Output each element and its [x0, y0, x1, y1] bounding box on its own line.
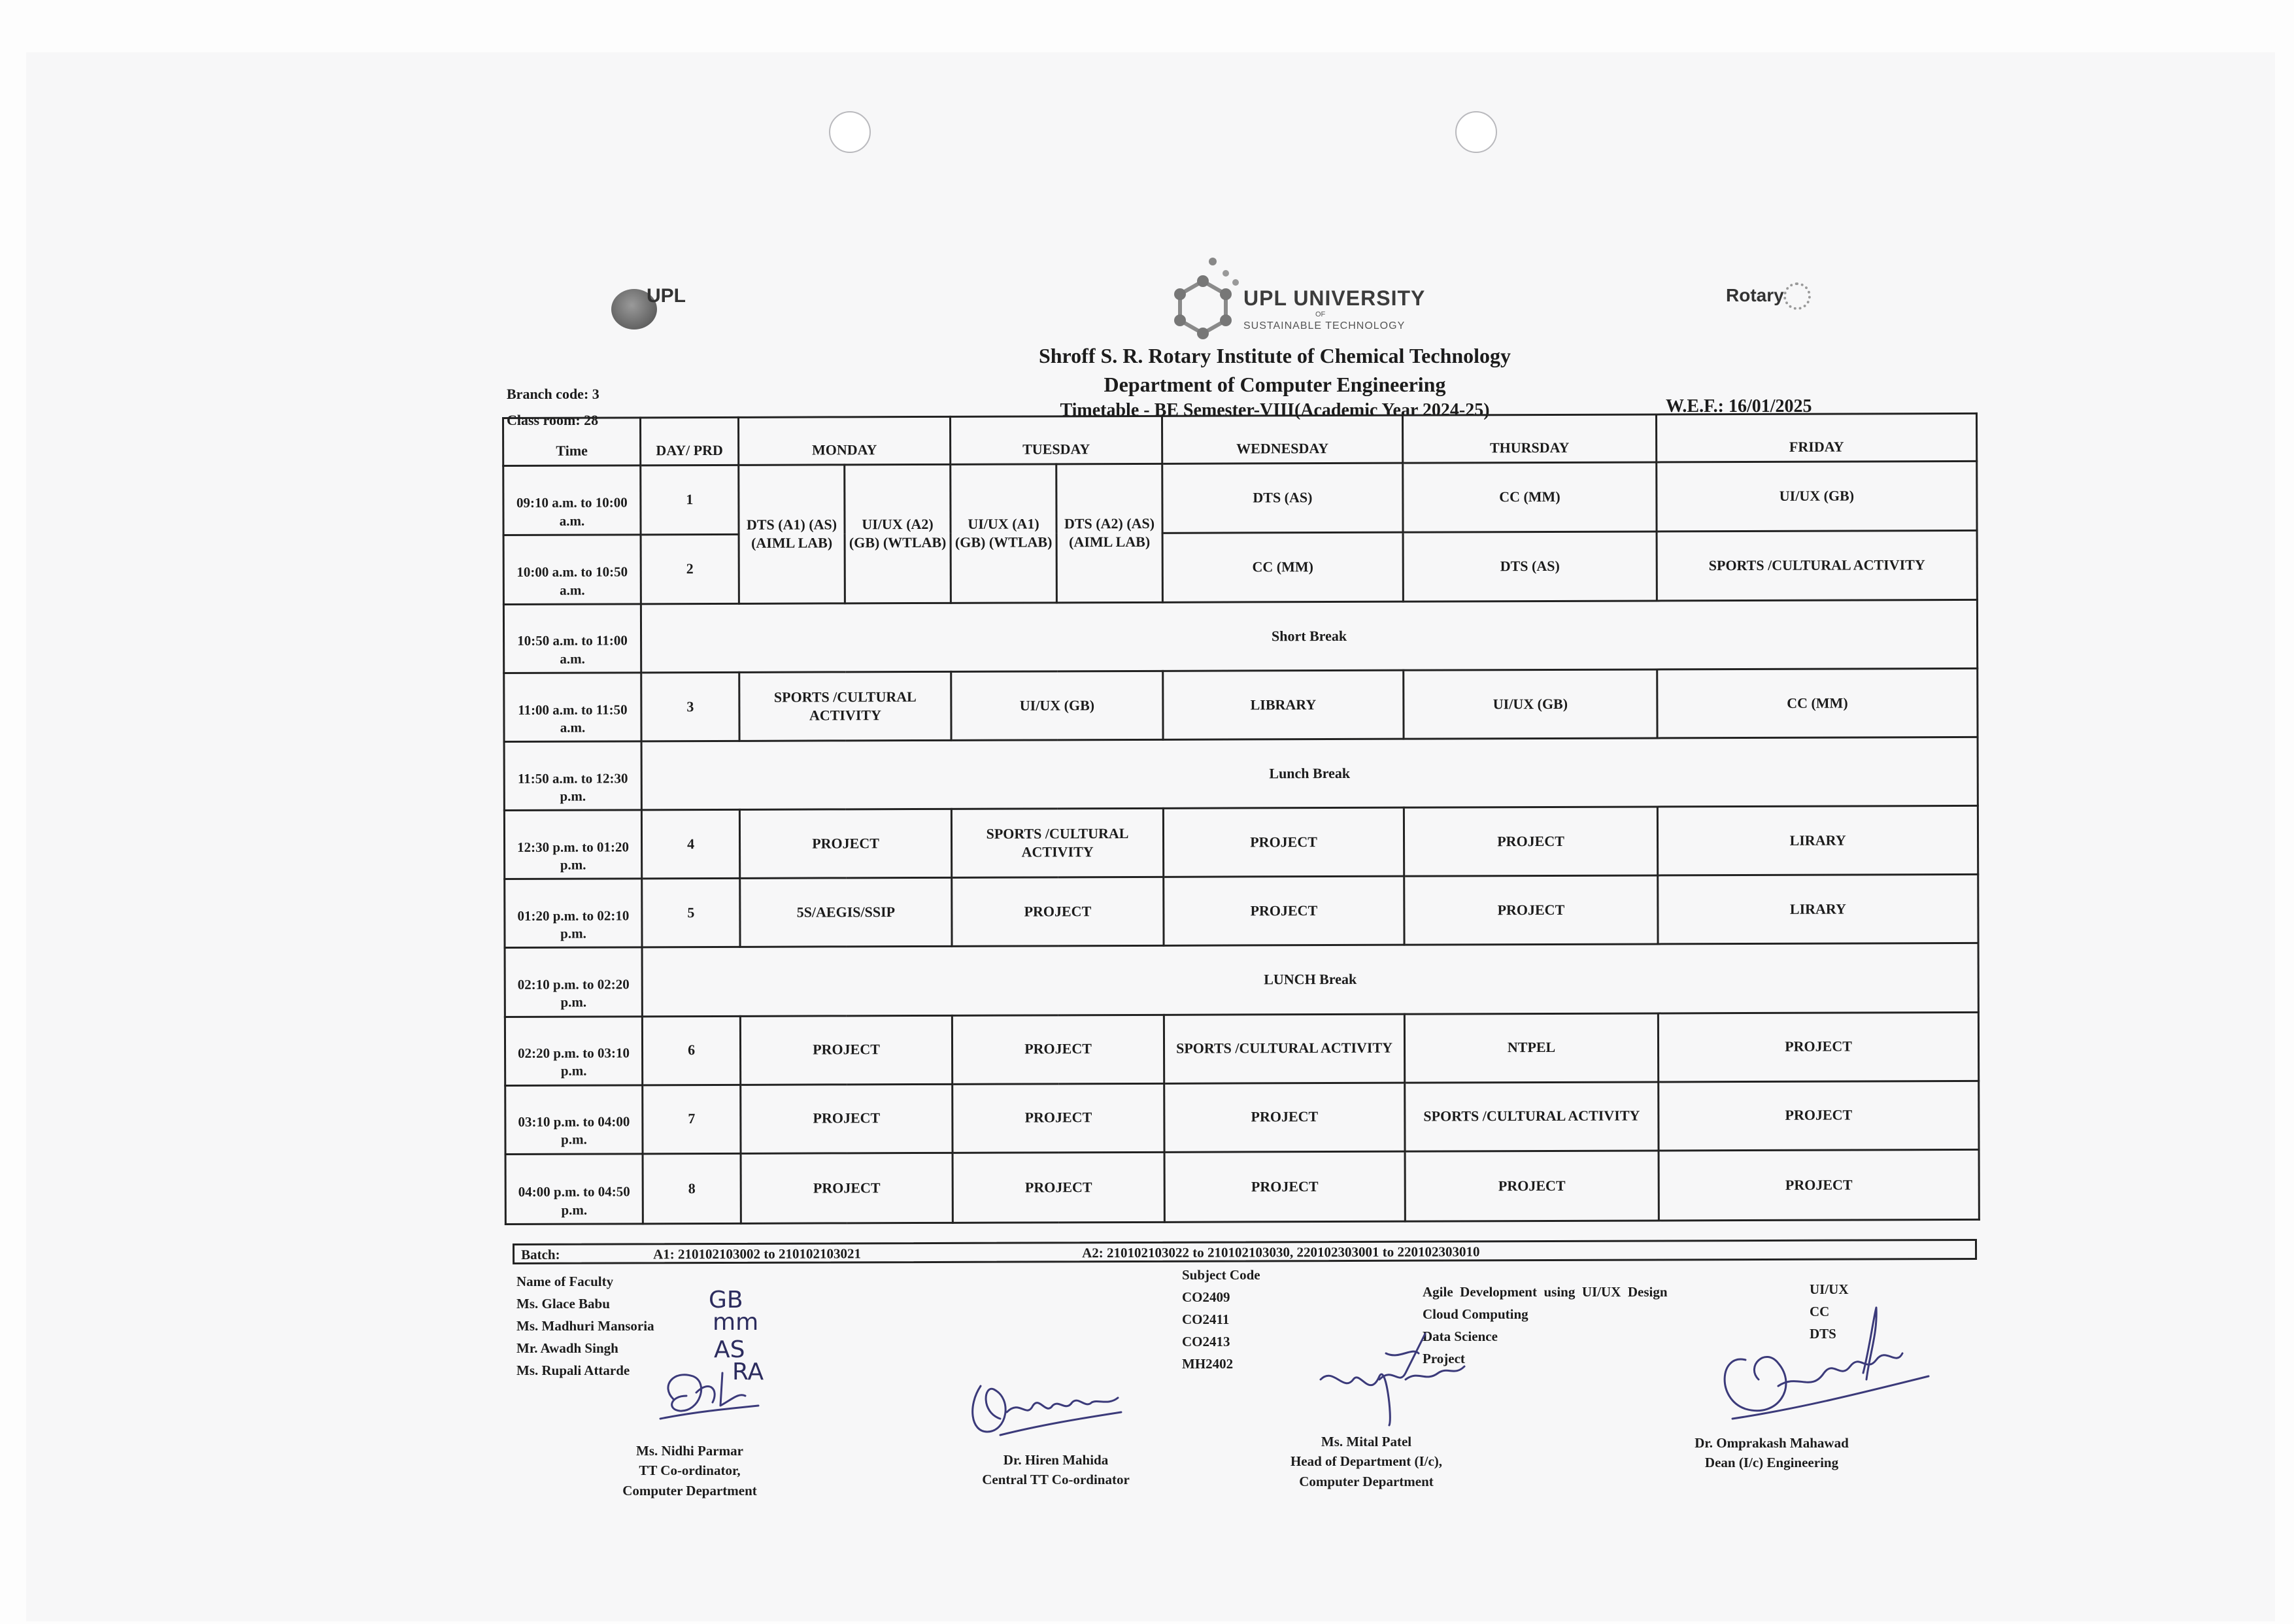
signatory-central-tt — [948, 1450, 1164, 1490]
tuesday-p3: UI/UX (GB) — [951, 671, 1163, 740]
rotary-logo — [1726, 281, 1817, 314]
signatory-dean — [1654, 1433, 1889, 1473]
subject-title: Subject Code — [1182, 1267, 1260, 1283]
subject-short-1: UI/UX — [1810, 1281, 1849, 1297]
batch-label: Batch: — [521, 1246, 560, 1262]
time-slot-8: 04:00 p.m. to 04:50 p.m. — [505, 1154, 643, 1225]
faculty-name-3: Mr. Awadh Singh — [516, 1340, 618, 1356]
signatory-3-name: Ms. Mital Patel — [1321, 1434, 1412, 1449]
lunch-break-2: LUNCH Break — [642, 943, 1978, 1017]
university-of: OF — [1315, 311, 1326, 318]
timetable-title: Timetable - BE Semester-VIII(Academic Year 2024-25) — [1060, 400, 1490, 420]
subject-short-2: CC — [1810, 1304, 1830, 1319]
batch-a1: A1: 210102103002 to 210102103021 — [653, 1245, 861, 1262]
monday-lab-a1: DTS (A1) (AS) (AIML LAB) — [739, 465, 845, 604]
rotary-text: Rotary — [1726, 285, 1784, 305]
period-6: 6 — [642, 1016, 740, 1085]
subject-code-2: CO2411 — [1182, 1311, 1230, 1327]
institute-title: Shroff S. R. Rotary Institute of Chemical Technology — [1038, 344, 1511, 367]
faculty-initial-1: GB — [709, 1287, 743, 1313]
period-8: 8 — [643, 1153, 741, 1224]
tuesday-p6: PROJECT — [952, 1015, 1164, 1084]
department-title: Department of Computer Engineering — [1104, 373, 1446, 396]
subject-name-2: Cloud Computing — [1423, 1306, 1528, 1322]
signatory-1-role: TT Co-ordinator, — [639, 1463, 741, 1479]
signatory-4-role: Dean (I/c) Engineering — [1704, 1455, 1839, 1471]
tuesday-p8: PROJECT — [953, 1152, 1164, 1223]
time-slot-lunch: 11:50 a.m. to 12:30 p.m. — [504, 741, 641, 811]
wednesday-p5: PROJECT — [1164, 877, 1404, 946]
header-monday: MONDAY — [739, 416, 951, 465]
tuesday-lab-a2: DTS (A2) (AS) (AIML LAB) — [1056, 464, 1163, 603]
monday-lab-a2: UI/UX (A2) (GB) (WTLAB) — [845, 464, 951, 603]
wednesday-p4: PROJECT — [1163, 807, 1404, 877]
friday-p2: SPORTS /CULTURAL ACTIVITY — [1657, 530, 1977, 601]
signatory-2-role: Central TT Co-ordinator — [982, 1472, 1130, 1488]
faculty-title: Name of Faculty — [516, 1274, 614, 1289]
punch-hole-right — [1455, 111, 1497, 153]
monday-p4: PROJECT — [739, 809, 951, 879]
tuesday-lab-a1: UI/UX (A1) (GB) (WTLAB) — [951, 464, 1057, 603]
time-slot-3: 11:00 a.m. to 11:50 a.m. — [504, 673, 641, 742]
faculty-name-1: Ms. Glace Babu — [516, 1296, 610, 1311]
thursday-p7: SPORTS /CULTURAL ACTIVITY — [1405, 1082, 1659, 1151]
subject-name-1: Agile Development using UI/UX Design — [1423, 1284, 1668, 1300]
thursday-p8: PROJECT — [1405, 1151, 1659, 1221]
punch-hole-left — [829, 111, 871, 153]
faculty-initial-3: AS — [714, 1336, 745, 1363]
subject-code-3: CO2413 — [1182, 1334, 1230, 1349]
period-1: 1 — [641, 465, 739, 535]
faculty-initial-2: mm — [713, 1309, 759, 1336]
thursday-p6: NTPEL — [1404, 1013, 1658, 1082]
upl-logo — [611, 285, 696, 331]
wednesday-p1: DTS (AS) — [1162, 463, 1403, 533]
wef-date: W.E.F.: 16/01/2025 — [1666, 396, 1812, 416]
monday-p5: 5S/AEGIS/SSIP — [740, 878, 952, 947]
header-wednesday: WEDNESDAY — [1162, 415, 1403, 464]
monday-p3: SPORTS /CULTURAL ACTIVITY — [739, 671, 951, 741]
subject-name-3: Data Science — [1423, 1328, 1498, 1344]
time-slot-lunch-2: 02:10 p.m. to 02:20 p.m. — [505, 947, 642, 1017]
wednesday-p3: LIBRARY — [1163, 670, 1404, 739]
signatory-hod — [1255, 1432, 1477, 1491]
upl-logo-text: UPL — [647, 285, 686, 307]
tuesday-p4: SPORTS /CULTURAL ACTIVITY — [951, 809, 1163, 878]
friday-p5: LIRARY — [1658, 875, 1978, 945]
monday-p6: PROJECT — [740, 1015, 952, 1085]
header-friday: FRIDAY — [1657, 413, 1977, 462]
faculty-initial-4: RA — [732, 1359, 764, 1385]
thursday-p3: UI/UX (GB) — [1404, 669, 1657, 739]
monday-p8: PROJECT — [741, 1153, 953, 1223]
subject-code-4: MH2402 — [1182, 1356, 1234, 1372]
university-name: UPL UNIVERSITY — [1243, 286, 1426, 310]
friday-p6: PROJECT — [1658, 1012, 1978, 1082]
header-thursday: THURSDAY — [1403, 414, 1657, 463]
class-room: Class room: 28 — [507, 412, 599, 428]
signatory-2-name: Dr. Hiren Mahida — [1003, 1452, 1109, 1468]
signature-nidhi-parmar — [647, 1360, 778, 1432]
time-slot-5: 01:20 p.m. to 02:10 p.m. — [505, 879, 642, 948]
time-slot-7: 03:10 p.m. to 04:00 p.m. — [505, 1085, 643, 1154]
time-slot-1: 09:10 a.m. to 10:00 a.m. — [503, 465, 641, 535]
branch-code: Branch code: 3 — [507, 386, 599, 402]
tuesday-p7: PROJECT — [953, 1083, 1164, 1153]
monday-p7: PROJECT — [741, 1084, 953, 1153]
rotary-wheel-icon — [1783, 282, 1811, 310]
header-day-prd: DAY/ PRD — [641, 417, 739, 465]
lunch-break: Lunch Break — [641, 737, 1978, 811]
wednesday-p6: SPORTS /CULTURAL ACTIVITY — [1164, 1014, 1404, 1083]
friday-p8: PROJECT — [1659, 1149, 1979, 1221]
period-2: 2 — [641, 534, 739, 604]
short-break: Short Break — [641, 600, 1977, 673]
signatory-tt-coordinator — [588, 1441, 791, 1500]
friday-p1: UI/UX (GB) — [1657, 461, 1977, 532]
time-slot-4: 12:30 p.m. to 01:20 p.m. — [504, 810, 641, 879]
faculty-name-2: Ms. Madhuri Mansoria — [516, 1318, 654, 1334]
subject-short-3: DTS — [1810, 1326, 1836, 1342]
friday-p7: PROJECT — [1659, 1081, 1979, 1151]
time-slot-2: 10:00 a.m. to 10:50 a.m. — [503, 535, 641, 605]
friday-p4: LIRARY — [1657, 806, 1978, 876]
friday-p3: CC (MM) — [1657, 668, 1978, 738]
period-7: 7 — [643, 1085, 741, 1154]
signatory-4-name: Dr. Omprakash Mahawad — [1695, 1435, 1849, 1451]
period-5: 5 — [642, 879, 740, 948]
header-time: Time — [503, 418, 641, 465]
thursday-p4: PROJECT — [1404, 807, 1657, 876]
subject-code-1: CO2409 — [1182, 1289, 1230, 1305]
signatory-3-role: Head of Department (I/c), — [1290, 1453, 1443, 1470]
batch-a2: A2: 210102103022 to 210102103030, 220102303001 to 220102303010 — [1082, 1243, 1480, 1261]
signatory-1-dept: Computer Department — [622, 1482, 757, 1498]
university-logo — [1164, 255, 1438, 347]
university-subtitle: SUSTAINABLE TECHNOLOGY — [1243, 320, 1406, 331]
timetable-grid — [502, 413, 1980, 1225]
faculty-name-4: Ms. Rupali Attarde — [516, 1362, 630, 1378]
signatory-1-name: Ms. Nidhi Parmar — [636, 1443, 743, 1459]
wednesday-p2: CC (MM) — [1162, 532, 1403, 602]
signatory-3-dept: Computer Department — [1299, 1473, 1434, 1489]
period-4: 4 — [641, 810, 739, 879]
signature-mital-patel — [1307, 1327, 1477, 1432]
signature-hiren-mahida — [961, 1373, 1131, 1445]
subject-name-4: Project — [1423, 1351, 1465, 1366]
wednesday-p8: PROJECT — [1164, 1151, 1405, 1222]
time-slot-6: 02:20 p.m. to 03:10 p.m. — [505, 1016, 642, 1085]
thursday-p2: DTS (AS) — [1403, 532, 1657, 601]
thursday-p1: CC (MM) — [1403, 462, 1657, 532]
header-tuesday: TUESDAY — [951, 416, 1162, 464]
period-3: 3 — [641, 672, 739, 741]
university-hexagon-icon — [1164, 255, 1242, 347]
tuesday-p5: PROJECT — [952, 877, 1164, 947]
wednesday-p7: PROJECT — [1164, 1083, 1405, 1152]
time-slot-short-break: 10:50 a.m. to 11:00 a.m. — [503, 604, 641, 673]
thursday-p5: PROJECT — [1404, 875, 1658, 945]
signature-omprakash-mahawad — [1706, 1294, 1942, 1438]
